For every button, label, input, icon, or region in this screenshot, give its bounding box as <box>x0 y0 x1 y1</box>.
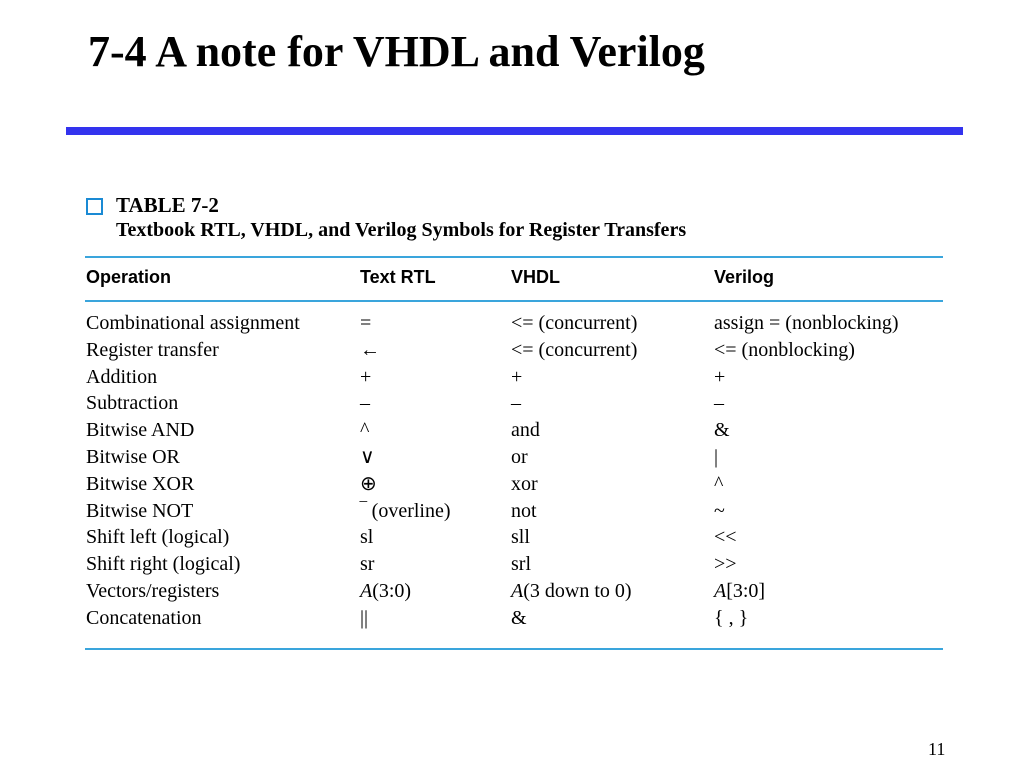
cell-text-rtl: – <box>360 392 370 415</box>
cell-text-rtl: || <box>360 606 369 629</box>
cell-verilog: – <box>714 392 724 415</box>
cell-verilog: ~ <box>714 499 725 522</box>
table-row <box>0 605 1024 632</box>
cell-text-rtl: ∨ <box>360 445 375 468</box>
cell-text-rtl: = <box>360 312 372 334</box>
cell-vhdl: srl <box>511 553 531 576</box>
cell-verilog: { , } <box>714 606 749 629</box>
page-number: 11 <box>928 739 946 759</box>
table-row <box>0 578 1024 605</box>
cell-text-rtl: + <box>360 365 372 388</box>
cell-verilog: ^ <box>714 472 724 495</box>
table-number: TABLE 7-2 <box>116 193 219 217</box>
cell-operation: Bitwise OR <box>86 445 180 468</box>
table-bottom-rule <box>85 648 943 650</box>
cell-verilog: & <box>714 419 730 442</box>
table-row <box>0 498 1024 525</box>
cell-operation: Register transfer <box>86 338 219 361</box>
cell-verilog: A[3:0] <box>714 579 766 602</box>
cell-text-rtl: ← <box>360 338 380 361</box>
cell-verilog: | <box>714 445 719 468</box>
slide-title: 7-4 A note for VHDL and Verilog <box>88 27 705 76</box>
bullet-square-icon <box>86 198 103 215</box>
cell-operation: Vectors/registers <box>86 579 220 602</box>
cell-text-rtl: ^ <box>360 419 370 442</box>
table-row <box>0 524 1024 551</box>
cell-operation: Subtraction <box>86 392 179 415</box>
table-top-rule <box>85 256 943 258</box>
cell-vhdl: <= (concurrent) <box>511 312 638 334</box>
cell-vhdl: sll <box>511 526 530 549</box>
cell-vhdl: + <box>511 365 523 388</box>
column-header-verilog: Verilog <box>714 267 775 287</box>
table-row <box>0 471 1024 498</box>
table-row <box>0 551 1024 578</box>
cell-vhdl: – <box>511 392 521 415</box>
cell-text-rtl: ‾ (overline) <box>360 499 451 522</box>
cell-operation: Bitwise AND <box>86 419 195 442</box>
table-row <box>0 444 1024 471</box>
cell-vhdl: xor <box>511 472 538 495</box>
cell-verilog: assign = (nonblocking) <box>714 312 899 334</box>
cell-text-rtl: sr <box>360 553 375 576</box>
table-row <box>0 337 1024 364</box>
cell-operation: Bitwise NOT <box>86 499 194 522</box>
cell-operation: Shift left (logical) <box>86 526 230 549</box>
cell-operation: Addition <box>86 365 158 388</box>
cell-operation: Shift right (logical) <box>86 553 241 576</box>
cell-operation: Combinational assignment <box>86 312 300 334</box>
cell-vhdl: A(3 down to 0) <box>511 579 632 602</box>
cell-operation: Bitwise XOR <box>86 472 195 495</box>
table-body <box>0 310 1024 632</box>
column-header-text-rtl: Text RTL <box>360 267 436 287</box>
cell-text-rtl: ⊕ <box>360 472 377 495</box>
cell-operation: Concatenation <box>86 606 202 629</box>
cell-vhdl: <= (concurrent) <box>511 338 638 361</box>
table-caption: Textbook RTL, VHDL, and Verilog Symbols for Register Transfers <box>116 219 687 241</box>
table-row <box>0 417 1024 444</box>
cell-verilog: << <box>714 526 737 549</box>
cell-vhdl: and <box>511 419 540 442</box>
column-header-operation: Operation <box>86 267 172 287</box>
cell-verilog: + <box>714 365 726 388</box>
title-underline <box>66 127 963 135</box>
cell-text-rtl: A(3:0) <box>360 579 412 602</box>
cell-verilog: <= (nonblocking) <box>714 338 855 361</box>
table-header-rule <box>85 300 943 302</box>
column-header-vhdl: VHDL <box>511 267 560 287</box>
cell-vhdl: not <box>511 499 537 522</box>
table-row <box>0 310 1024 337</box>
cell-vhdl: & <box>511 606 527 629</box>
cell-vhdl: or <box>511 445 528 468</box>
cell-text-rtl: sl <box>360 526 374 549</box>
table-row <box>0 390 1024 417</box>
table-row <box>0 364 1024 391</box>
cell-verilog: >> <box>714 553 737 576</box>
